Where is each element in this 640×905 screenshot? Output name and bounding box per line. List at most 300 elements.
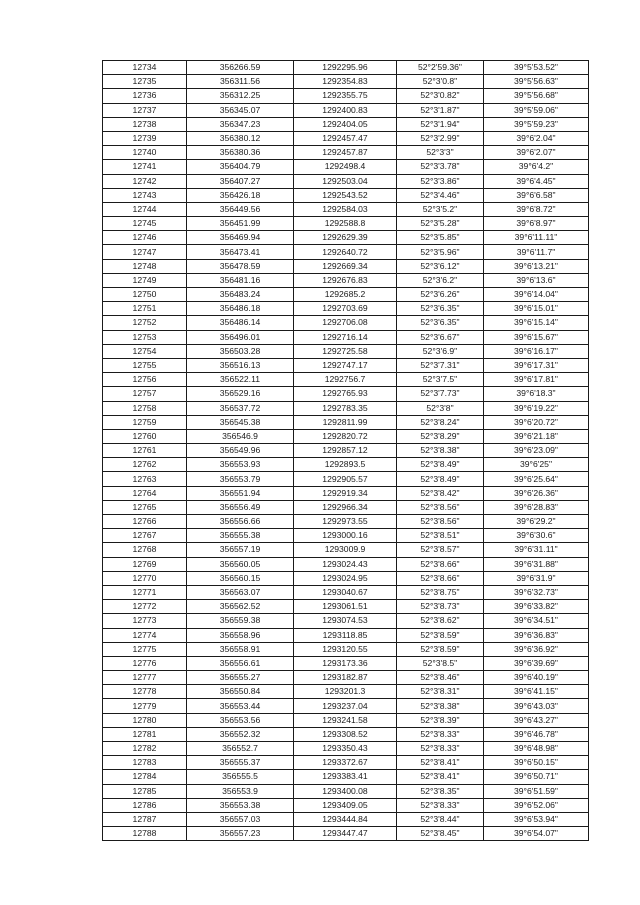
point-number-cell: 12737 xyxy=(103,103,187,117)
x-coordinate-cell: 356481.16 xyxy=(187,273,294,287)
latitude-cell: 52°3'8.66" xyxy=(397,571,484,585)
table-row xyxy=(103,756,589,770)
longitude-cell: 39°6'6.58" xyxy=(484,188,589,202)
x-coordinate-cell: 356553.9 xyxy=(187,784,294,798)
y-coordinate-cell: 1292457.87 xyxy=(294,146,397,160)
y-coordinate-cell: 1293118.85 xyxy=(294,628,397,642)
point-number-cell: 12782 xyxy=(103,742,187,756)
point-number-cell: 12743 xyxy=(103,188,187,202)
point-number-cell: 12762 xyxy=(103,458,187,472)
point-number-cell: 12758 xyxy=(103,401,187,415)
point-number-cell: 12785 xyxy=(103,784,187,798)
longitude-cell: 39°6'23.09" xyxy=(484,444,589,458)
x-coordinate-cell: 356562.52 xyxy=(187,600,294,614)
table-row xyxy=(103,273,589,287)
point-number-cell: 12768 xyxy=(103,543,187,557)
x-coordinate-cell: 356563.07 xyxy=(187,585,294,599)
x-coordinate-cell: 356557.23 xyxy=(187,827,294,841)
table-row xyxy=(103,231,589,245)
x-coordinate-cell: 356557.19 xyxy=(187,543,294,557)
point-number-cell: 12778 xyxy=(103,685,187,699)
y-coordinate-cell: 1293409.05 xyxy=(294,798,397,812)
y-coordinate-cell: 1292457.47 xyxy=(294,131,397,145)
x-coordinate-cell: 356552.32 xyxy=(187,727,294,741)
longitude-cell: 39°6'26.36" xyxy=(484,486,589,500)
point-number-cell: 12786 xyxy=(103,798,187,812)
x-coordinate-cell: 356551.94 xyxy=(187,486,294,500)
longitude-cell: 39°5'59.23" xyxy=(484,117,589,131)
y-coordinate-cell: 1292716.14 xyxy=(294,330,397,344)
latitude-cell: 52°3'8.38" xyxy=(397,699,484,713)
x-coordinate-cell: 356486.14 xyxy=(187,316,294,330)
longitude-cell: 39°6'13.21" xyxy=(484,259,589,273)
latitude-cell: 52°3'5.96" xyxy=(397,245,484,259)
table-row xyxy=(103,543,589,557)
y-coordinate-cell: 1292676.83 xyxy=(294,273,397,287)
y-coordinate-cell: 1293120.55 xyxy=(294,642,397,656)
x-coordinate-cell: 356537.72 xyxy=(187,401,294,415)
y-coordinate-cell: 1292857.12 xyxy=(294,444,397,458)
table-row xyxy=(103,500,589,514)
x-coordinate-cell: 356560.15 xyxy=(187,571,294,585)
table-row xyxy=(103,415,589,429)
longitude-cell: 39°6'53.94" xyxy=(484,812,589,826)
latitude-cell: 52°3'3" xyxy=(397,146,484,160)
x-coordinate-cell: 356311.56 xyxy=(187,75,294,89)
longitude-cell: 39°6'46.78" xyxy=(484,727,589,741)
point-number-cell: 12734 xyxy=(103,61,187,75)
latitude-cell: 52°3'6.67" xyxy=(397,330,484,344)
latitude-cell: 52°3'8.33" xyxy=(397,798,484,812)
longitude-cell: 39°5'53.52" xyxy=(484,61,589,75)
table-row xyxy=(103,160,589,174)
longitude-cell: 39°5'56.63" xyxy=(484,75,589,89)
y-coordinate-cell: 1293173.36 xyxy=(294,656,397,670)
latitude-cell: 52°3'8.42" xyxy=(397,486,484,500)
x-coordinate-cell: 356558.91 xyxy=(187,642,294,656)
longitude-cell: 39°6'20.72" xyxy=(484,415,589,429)
coordinates-table xyxy=(102,60,589,841)
x-coordinate-cell: 356407.27 xyxy=(187,174,294,188)
x-coordinate-cell: 356553.56 xyxy=(187,713,294,727)
y-coordinate-cell: 1293024.43 xyxy=(294,557,397,571)
longitude-cell: 39°6'21.18" xyxy=(484,429,589,443)
latitude-cell: 52°3'6.12" xyxy=(397,259,484,273)
point-number-cell: 12767 xyxy=(103,529,187,543)
table-row xyxy=(103,656,589,670)
point-number-cell: 12739 xyxy=(103,131,187,145)
latitude-cell: 52°3'7.5" xyxy=(397,373,484,387)
longitude-cell: 39°6'32.73" xyxy=(484,585,589,599)
y-coordinate-cell: 1292669.34 xyxy=(294,259,397,273)
latitude-cell: 52°3'0.8" xyxy=(397,75,484,89)
x-coordinate-cell: 356555.38 xyxy=(187,529,294,543)
x-coordinate-cell: 356555.27 xyxy=(187,671,294,685)
y-coordinate-cell: 1293383.41 xyxy=(294,770,397,784)
y-coordinate-cell: 1292747.17 xyxy=(294,358,397,372)
y-coordinate-cell: 1293024.95 xyxy=(294,571,397,585)
longitude-cell: 39°6'13.6" xyxy=(484,273,589,287)
latitude-cell: 52°3'6.9" xyxy=(397,344,484,358)
y-coordinate-cell: 1293237.04 xyxy=(294,699,397,713)
x-coordinate-cell: 356522.11 xyxy=(187,373,294,387)
table-row xyxy=(103,472,589,486)
longitude-cell: 39°6'14.04" xyxy=(484,288,589,302)
table-row xyxy=(103,217,589,231)
table-row xyxy=(103,486,589,500)
point-number-cell: 12773 xyxy=(103,614,187,628)
x-coordinate-cell: 356558.96 xyxy=(187,628,294,642)
x-coordinate-cell: 356404.79 xyxy=(187,160,294,174)
y-coordinate-cell: 1292295.96 xyxy=(294,61,397,75)
latitude-cell: 52°3'8.41" xyxy=(397,770,484,784)
point-number-cell: 12783 xyxy=(103,756,187,770)
point-number-cell: 12741 xyxy=(103,160,187,174)
table-row xyxy=(103,458,589,472)
longitude-cell: 39°6'33.82" xyxy=(484,600,589,614)
latitude-cell: 52°3'8.33" xyxy=(397,742,484,756)
latitude-cell: 52°3'8.33" xyxy=(397,727,484,741)
y-coordinate-cell: 1292756.7 xyxy=(294,373,397,387)
table-row xyxy=(103,316,589,330)
x-coordinate-cell: 356556.49 xyxy=(187,500,294,514)
x-coordinate-cell: 356496.01 xyxy=(187,330,294,344)
y-coordinate-cell: 1293009.9 xyxy=(294,543,397,557)
point-number-cell: 12759 xyxy=(103,415,187,429)
longitude-cell: 39°6'41.15" xyxy=(484,685,589,699)
y-coordinate-cell: 1293241.58 xyxy=(294,713,397,727)
table-row xyxy=(103,515,589,529)
y-coordinate-cell: 1293182.87 xyxy=(294,671,397,685)
longitude-cell: 39°6'34.51" xyxy=(484,614,589,628)
latitude-cell: 52°3'3.86" xyxy=(397,174,484,188)
table-row xyxy=(103,358,589,372)
point-number-cell: 12747 xyxy=(103,245,187,259)
point-number-cell: 12774 xyxy=(103,628,187,642)
table-row xyxy=(103,103,589,117)
x-coordinate-cell: 356380.36 xyxy=(187,146,294,160)
table-row xyxy=(103,131,589,145)
x-coordinate-cell: 356451.99 xyxy=(187,217,294,231)
y-coordinate-cell: 1293372.67 xyxy=(294,756,397,770)
table-row xyxy=(103,330,589,344)
latitude-cell: 52°3'5.85" xyxy=(397,231,484,245)
table-row xyxy=(103,245,589,259)
table-row xyxy=(103,117,589,131)
x-coordinate-cell: 356556.61 xyxy=(187,656,294,670)
table-row xyxy=(103,89,589,103)
latitude-cell: 52°3'8.59" xyxy=(397,628,484,642)
point-number-cell: 12751 xyxy=(103,302,187,316)
table-row xyxy=(103,344,589,358)
x-coordinate-cell: 356557.03 xyxy=(187,812,294,826)
point-number-cell: 12780 xyxy=(103,713,187,727)
longitude-cell: 39°6'54.07" xyxy=(484,827,589,841)
point-number-cell: 12772 xyxy=(103,600,187,614)
y-coordinate-cell: 1292706.08 xyxy=(294,316,397,330)
table-row xyxy=(103,784,589,798)
latitude-cell: 52°3'7.73" xyxy=(397,387,484,401)
y-coordinate-cell: 1292811.99 xyxy=(294,415,397,429)
latitude-cell: 52°3'8.51" xyxy=(397,529,484,543)
table-row xyxy=(103,699,589,713)
longitude-cell: 39°6'17.31" xyxy=(484,358,589,372)
x-coordinate-cell: 356552.7 xyxy=(187,742,294,756)
x-coordinate-cell: 356555.37 xyxy=(187,756,294,770)
y-coordinate-cell: 1292973.55 xyxy=(294,515,397,529)
y-coordinate-cell: 1293350.43 xyxy=(294,742,397,756)
latitude-cell: 52°3'6.2" xyxy=(397,273,484,287)
x-coordinate-cell: 356559.38 xyxy=(187,614,294,628)
latitude-cell: 52°3'0.82" xyxy=(397,89,484,103)
point-number-cell: 12735 xyxy=(103,75,187,89)
latitude-cell: 52°3'8.46" xyxy=(397,671,484,685)
longitude-cell: 39°6'36.92" xyxy=(484,642,589,656)
table-row xyxy=(103,628,589,642)
table-row xyxy=(103,685,589,699)
latitude-cell: 52°3'6.35" xyxy=(397,316,484,330)
point-number-cell: 12757 xyxy=(103,387,187,401)
table-row xyxy=(103,373,589,387)
x-coordinate-cell: 356347.23 xyxy=(187,117,294,131)
x-coordinate-cell: 356553.93 xyxy=(187,458,294,472)
latitude-cell: 52°3'8.66" xyxy=(397,557,484,571)
y-coordinate-cell: 1293400.08 xyxy=(294,784,397,798)
table-row xyxy=(103,529,589,543)
latitude-cell: 52°3'8.38" xyxy=(397,444,484,458)
longitude-cell: 39°6'19.22" xyxy=(484,401,589,415)
point-number-cell: 12761 xyxy=(103,444,187,458)
longitude-cell: 39°6'15.14" xyxy=(484,316,589,330)
longitude-cell: 39°6'43.27" xyxy=(484,713,589,727)
table-row xyxy=(103,288,589,302)
longitude-cell: 39°6'11.11" xyxy=(484,231,589,245)
table-row xyxy=(103,202,589,216)
table-row xyxy=(103,571,589,585)
latitude-cell: 52°3'8" xyxy=(397,401,484,415)
table-row xyxy=(103,387,589,401)
y-coordinate-cell: 1292820.72 xyxy=(294,429,397,443)
y-coordinate-cell: 1292400.83 xyxy=(294,103,397,117)
longitude-cell: 39°6'15.01" xyxy=(484,302,589,316)
point-number-cell: 12788 xyxy=(103,827,187,841)
table-row xyxy=(103,557,589,571)
point-number-cell: 12775 xyxy=(103,642,187,656)
y-coordinate-cell: 1292404.05 xyxy=(294,117,397,131)
y-coordinate-cell: 1292905.57 xyxy=(294,472,397,486)
latitude-cell: 52°3'8.49" xyxy=(397,458,484,472)
x-coordinate-cell: 356426.18 xyxy=(187,188,294,202)
point-number-cell: 12784 xyxy=(103,770,187,784)
point-number-cell: 12736 xyxy=(103,89,187,103)
table-row xyxy=(103,827,589,841)
latitude-cell: 52°2'59.36" xyxy=(397,61,484,75)
longitude-cell: 39°6'4.2" xyxy=(484,160,589,174)
point-number-cell: 12760 xyxy=(103,429,187,443)
x-coordinate-cell: 356469.94 xyxy=(187,231,294,245)
point-number-cell: 12787 xyxy=(103,812,187,826)
longitude-cell: 39°6'2.07" xyxy=(484,146,589,160)
table-row xyxy=(103,770,589,784)
point-number-cell: 12749 xyxy=(103,273,187,287)
x-coordinate-cell: 356550.84 xyxy=(187,685,294,699)
point-number-cell: 12756 xyxy=(103,373,187,387)
y-coordinate-cell: 1292584.03 xyxy=(294,202,397,216)
longitude-cell: 39°6'31.88" xyxy=(484,557,589,571)
point-number-cell: 12745 xyxy=(103,217,187,231)
y-coordinate-cell: 1292503.04 xyxy=(294,174,397,188)
point-number-cell: 12750 xyxy=(103,288,187,302)
point-number-cell: 12753 xyxy=(103,330,187,344)
point-number-cell: 12748 xyxy=(103,259,187,273)
longitude-cell: 39°6'39.69" xyxy=(484,656,589,670)
latitude-cell: 52°3'8.62" xyxy=(397,614,484,628)
latitude-cell: 52°3'8.5" xyxy=(397,656,484,670)
table-row xyxy=(103,61,589,75)
y-coordinate-cell: 1292966.34 xyxy=(294,500,397,514)
latitude-cell: 52°3'1.94" xyxy=(397,117,484,131)
latitude-cell: 52°3'8.24" xyxy=(397,415,484,429)
point-number-cell: 12770 xyxy=(103,571,187,585)
y-coordinate-cell: 1292783.35 xyxy=(294,401,397,415)
longitude-cell: 39°6'52.06" xyxy=(484,798,589,812)
x-coordinate-cell: 356555.5 xyxy=(187,770,294,784)
table-row xyxy=(103,174,589,188)
y-coordinate-cell: 1292919.34 xyxy=(294,486,397,500)
latitude-cell: 52°3'5.28" xyxy=(397,217,484,231)
point-number-cell: 12752 xyxy=(103,316,187,330)
point-number-cell: 12763 xyxy=(103,472,187,486)
longitude-cell: 39°6'8.72" xyxy=(484,202,589,216)
latitude-cell: 52°3'8.49" xyxy=(397,472,484,486)
longitude-cell: 39°6'50.15" xyxy=(484,756,589,770)
y-coordinate-cell: 1292640.72 xyxy=(294,245,397,259)
longitude-cell: 39°6'28.83" xyxy=(484,500,589,514)
point-number-cell: 12742 xyxy=(103,174,187,188)
y-coordinate-cell: 1293000.16 xyxy=(294,529,397,543)
point-number-cell: 12771 xyxy=(103,585,187,599)
longitude-cell: 39°6'43.03" xyxy=(484,699,589,713)
longitude-cell: 39°6'29.2" xyxy=(484,515,589,529)
latitude-cell: 52°3'8.39" xyxy=(397,713,484,727)
point-number-cell: 12755 xyxy=(103,358,187,372)
longitude-cell: 39°6'50.71" xyxy=(484,770,589,784)
latitude-cell: 52°3'5.2" xyxy=(397,202,484,216)
y-coordinate-cell: 1293447.47 xyxy=(294,827,397,841)
latitude-cell: 52°3'7.31" xyxy=(397,358,484,372)
longitude-cell: 39°6'2.04" xyxy=(484,131,589,145)
longitude-cell: 39°6'17.81" xyxy=(484,373,589,387)
y-coordinate-cell: 1292543.52 xyxy=(294,188,397,202)
point-number-cell: 12765 xyxy=(103,500,187,514)
y-coordinate-cell: 1292893.5 xyxy=(294,458,397,472)
longitude-cell: 39°6'18.3" xyxy=(484,387,589,401)
table-row xyxy=(103,642,589,656)
coordinates-table-body xyxy=(103,61,589,841)
point-number-cell: 12764 xyxy=(103,486,187,500)
table-row xyxy=(103,401,589,415)
y-coordinate-cell: 1292354.83 xyxy=(294,75,397,89)
point-number-cell: 12754 xyxy=(103,344,187,358)
longitude-cell: 39°6'8.97" xyxy=(484,217,589,231)
latitude-cell: 52°3'1.87" xyxy=(397,103,484,117)
table-row xyxy=(103,671,589,685)
x-coordinate-cell: 356478.59 xyxy=(187,259,294,273)
table-row xyxy=(103,302,589,316)
latitude-cell: 52°3'6.26" xyxy=(397,288,484,302)
latitude-cell: 52°3'8.35" xyxy=(397,784,484,798)
point-number-cell: 12740 xyxy=(103,146,187,160)
latitude-cell: 52°3'8.41" xyxy=(397,756,484,770)
table-row xyxy=(103,600,589,614)
x-coordinate-cell: 356556.66 xyxy=(187,515,294,529)
x-coordinate-cell: 356529.16 xyxy=(187,387,294,401)
longitude-cell: 39°6'11.7" xyxy=(484,245,589,259)
table-row xyxy=(103,75,589,89)
table-row xyxy=(103,585,589,599)
longitude-cell: 39°5'56.68" xyxy=(484,89,589,103)
longitude-cell: 39°6'4.45" xyxy=(484,174,589,188)
y-coordinate-cell: 1293040.67 xyxy=(294,585,397,599)
point-number-cell: 12769 xyxy=(103,557,187,571)
latitude-cell: 52°3'8.56" xyxy=(397,515,484,529)
y-coordinate-cell: 1292685.2 xyxy=(294,288,397,302)
point-number-cell: 12744 xyxy=(103,202,187,216)
table-row xyxy=(103,798,589,812)
latitude-cell: 52°3'4.46" xyxy=(397,188,484,202)
point-number-cell: 12738 xyxy=(103,117,187,131)
latitude-cell: 52°3'8.44" xyxy=(397,812,484,826)
y-coordinate-cell: 1292355.75 xyxy=(294,89,397,103)
y-coordinate-cell: 1292703.69 xyxy=(294,302,397,316)
table-row xyxy=(103,614,589,628)
longitude-cell: 39°6'40.19" xyxy=(484,671,589,685)
latitude-cell: 52°3'6.35" xyxy=(397,302,484,316)
longitude-cell: 39°6'25" xyxy=(484,458,589,472)
longitude-cell: 39°6'25.64" xyxy=(484,472,589,486)
table-row xyxy=(103,444,589,458)
point-number-cell: 12781 xyxy=(103,727,187,741)
x-coordinate-cell: 356545.38 xyxy=(187,415,294,429)
x-coordinate-cell: 356516.13 xyxy=(187,358,294,372)
table-row xyxy=(103,146,589,160)
latitude-cell: 52°3'8.57" xyxy=(397,543,484,557)
latitude-cell: 52°3'3.78" xyxy=(397,160,484,174)
point-number-cell: 12746 xyxy=(103,231,187,245)
y-coordinate-cell: 1293061.51 xyxy=(294,600,397,614)
latitude-cell: 52°3'8.59" xyxy=(397,642,484,656)
x-coordinate-cell: 356380.12 xyxy=(187,131,294,145)
y-coordinate-cell: 1292725.58 xyxy=(294,344,397,358)
latitude-cell: 52°3'8.29" xyxy=(397,429,484,443)
y-coordinate-cell: 1293074.53 xyxy=(294,614,397,628)
y-coordinate-cell: 1293444.84 xyxy=(294,812,397,826)
latitude-cell: 52°3'2.99" xyxy=(397,131,484,145)
x-coordinate-cell: 356266.59 xyxy=(187,61,294,75)
x-coordinate-cell: 356483.24 xyxy=(187,288,294,302)
latitude-cell: 52°3'8.73" xyxy=(397,600,484,614)
x-coordinate-cell: 356345.07 xyxy=(187,103,294,117)
y-coordinate-cell: 1292498.4 xyxy=(294,160,397,174)
point-number-cell: 12777 xyxy=(103,671,187,685)
longitude-cell: 39°6'31.11" xyxy=(484,543,589,557)
longitude-cell: 39°6'36.83" xyxy=(484,628,589,642)
longitude-cell: 39°6'16.17" xyxy=(484,344,589,358)
x-coordinate-cell: 356449.56 xyxy=(187,202,294,216)
x-coordinate-cell: 356560.05 xyxy=(187,557,294,571)
longitude-cell: 39°6'31.9" xyxy=(484,571,589,585)
table-row xyxy=(103,742,589,756)
